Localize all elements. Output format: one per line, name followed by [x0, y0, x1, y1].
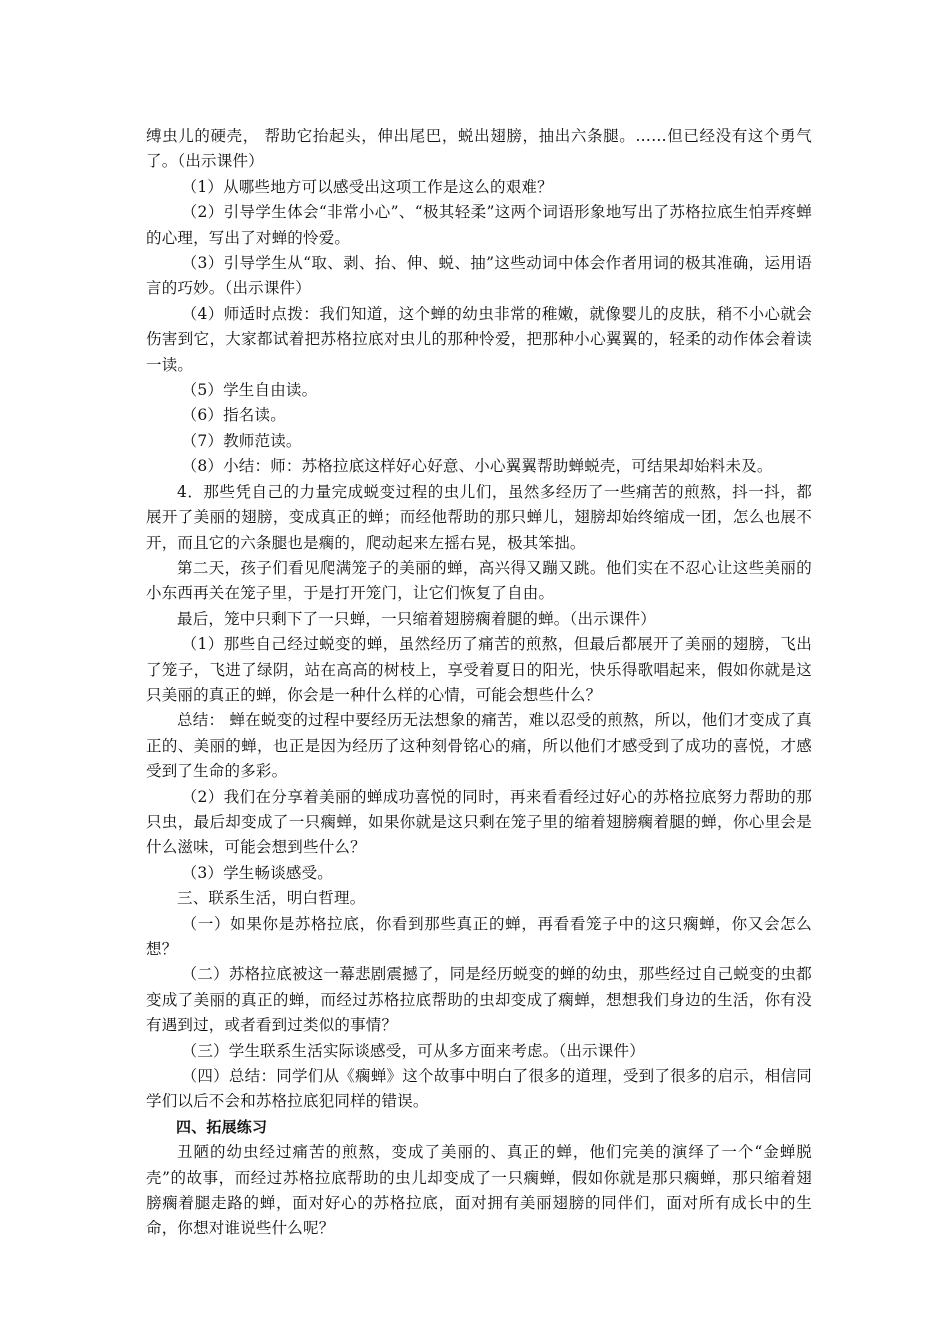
paragraph-continuation: 缚虫儿的硬壳， 帮助它抬起头，伸出尾巴，蜕出翅膀，抽出六条腿。……但已经没有这个勇气了。（出示课件）	[146, 127, 812, 171]
document-page	[146, 124, 812, 1242]
paragraph-question-1: （1）那些自己经过蜕变的蝉，虽然经历了痛苦的煎熬，但最后都展开了美丽的翅膀，飞出了笼子，飞进了绿阴，站在高高的树枝上，享受着夏日的阳光，快乐得歌唱起来，假如你就是这只美丽的真正的蝉，你会是一种什么样的心情，可能会想些什么？	[146, 635, 812, 704]
section-heading-3: 三、联系生活，明白哲理。	[177, 889, 366, 908]
paragraph-item-8: （8）小结：师：苏格拉底这样好心好意、小心翼翼帮助蝉蜕壳，可结果却始料未及。	[181, 457, 773, 476]
paragraph-item-5: （5）学生自由读。	[181, 381, 318, 400]
section-heading-4: 四、拓展练习	[176, 1117, 268, 1136]
paragraph-item-6: （6）指名读。	[181, 406, 286, 425]
paragraph-item-3: （3）引导学生从“取、剥、抬、伸、蜕、抽”这些动词中体会作者用词的极其准确，运用语言的巧妙。（出示课件）	[146, 254, 812, 298]
paragraph-part-3: （三）学生联系生活实际谈感受，可从多方面来考虑。（出示课件）	[181, 1041, 645, 1060]
paragraph-section-4: 4．那些凭自己的力量完成蜕变过程的虫儿们，虽然多经历了一些痛苦的煎熬，抖一抖，都展开了美丽的翅膀，变成真正的蝉；而经他帮助的那只蝉儿，翅膀却始终缩成一团，怎么也展不开，而且它的六条腿也是瘸的，爬动起来左摇右晃，极其笨拙。	[146, 482, 812, 552]
paragraph-part-1: （一）如果你是苏格拉底，你看到那些真正的蝉，再看看笼子中的这只瘸蝉，你又会怎么想？	[146, 914, 812, 958]
paragraph-item-2: （2）引导学生体会“非常小心”、“极其轻柔”这两个词语形象地写出了苏格拉底生怕弄疼蝉的心理，写出了对蝉的怜爱。	[146, 203, 812, 247]
paragraph-item-1: （1）从哪些地方可以感受出这项工作是这么的艰难？	[181, 177, 553, 196]
paragraph-next-day: 第二天，孩子们看见爬满笼子的美丽的蝉，高兴得又蹦又跳。他们实在不忍心让这些美丽的小东西再关在笼子里，于是打开笼门，让它们恢复了自由。	[146, 558, 812, 603]
paragraph-question-3: （3）学生畅谈感受。	[181, 863, 334, 882]
paragraph-part-4: （四）总结：同学们从《瘸蝉》这个故事中明白了很多的道理，受到了很多的启示，相信同学们以后不会和苏格拉底犯同样的错误。	[146, 1067, 812, 1111]
paragraph-extension: 丑陋的幼虫经过痛苦的煎熬，变成了美丽的、真正的蝉，他们完美的演绎了一个“金蝉脱壳”的故事，而经过苏格拉底帮助的虫儿却变成了一只瘸蝉，假如你就是那只瘸蝉，那只缩着翅膀瘸着腿走路的蝉，面对好心的苏格拉底，面对拥有美丽翅膀的同伴们，面对所有成长中的生命，你想对谁说些什么呢？	[146, 1143, 812, 1238]
paragraph-part-2: （二）苏格拉底被这一幕悲剧震撼了，同是经历蜕变的蝉的幼虫，那些经过自己蜕变的虫都变成了美丽的真正的蝉，而经过苏格拉底帮助的虫却变成了瘸蝉，想想我们身边的生活，你有没有遇到过，或者看到过类似的事情？	[146, 965, 812, 1035]
paragraph-item-7: （7）教师范读。	[181, 431, 302, 450]
paragraph-item-4: （4）师适时点拨：我们知道，这个蝉的幼虫非常的稚嫩，就像婴儿的皮肤，稍不小心就会伤害到它，大家都试着把苏格拉底对虫儿的那种怜爱，把那种小心翼翼的，轻柔的动作体会着读一读。	[146, 304, 812, 374]
paragraph-last-cicada: 最后，笼中只剩下了一只蝉，一只缩着翅膀瘸着腿的蝉。（出示课件）	[177, 609, 656, 628]
paragraph-question-2: （2）我们在分享着美丽的蝉成功喜悦的同时，再来看看经过好心的苏格拉底努力帮助的那只虫，最后却变成了一只瘸蝉，如果你就是这只剩在笼子里的缩着翅膀瘸着腿的蝉，你心里会是什么滋味，可能会想到些什么？	[146, 787, 812, 857]
paragraph-summary: 总结： 蝉在蜕变的过程中要经历无法想象的痛苦，难以忍受的煎熬，所以，他们才变成了真正的、美丽的蝉，也正是因为经历了这种刻骨铭心的痛，所以他们才感受到了成功的喜悦，才感受到了生命的多彩。	[146, 711, 812, 781]
